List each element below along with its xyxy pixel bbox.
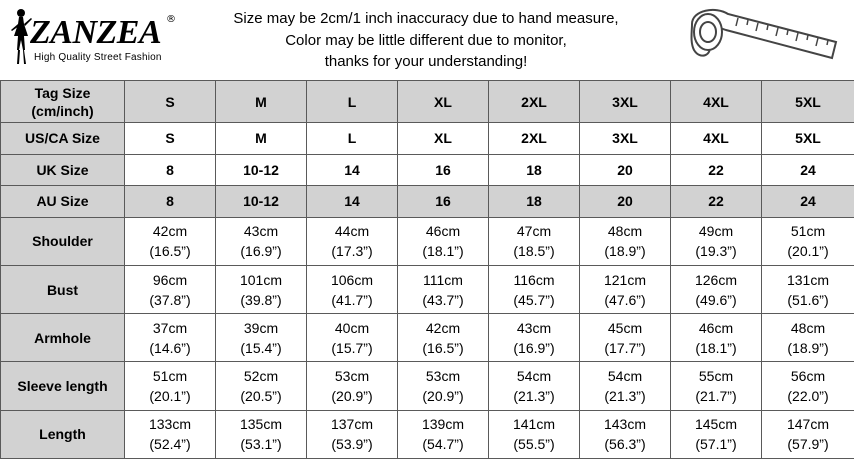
size-cell: 22 (671, 186, 762, 218)
brand-logo (4, 6, 174, 68)
measurement-cell (489, 265, 580, 313)
measurement-cell (216, 410, 307, 458)
inch-value: (21.3”) (489, 386, 579, 406)
registered-mark: ® (166, 14, 176, 25)
cm-value: 46cm (671, 318, 761, 338)
inch-value: (16.9”) (489, 338, 579, 358)
measurement-cell (398, 410, 489, 458)
inch-value: (21.7”) (671, 386, 761, 406)
inch-value: (16.5”) (125, 241, 215, 261)
measurement-cell (762, 314, 854, 362)
size-cell: 8 (125, 154, 216, 186)
row-label: Armhole (1, 314, 125, 362)
size-cell: S (125, 123, 216, 155)
size-cell: 2XL (489, 81, 580, 123)
size-cell: 22 (671, 154, 762, 186)
measurement-cell (398, 362, 489, 410)
size-cell: 2XL (489, 123, 580, 155)
measurement-cell (762, 362, 854, 410)
measurement-cell (671, 362, 762, 410)
size-cell: 5XL (762, 81, 854, 123)
page-header (0, 0, 854, 79)
measurement-cell (671, 314, 762, 362)
inch-value: (43.7”) (398, 290, 488, 310)
size-cell: 10-12 (216, 186, 307, 218)
cm-value: 37cm (125, 318, 215, 338)
inch-value: (17.7”) (580, 338, 670, 358)
cm-value: 48cm (580, 221, 670, 241)
measurement-row (1, 314, 854, 362)
measurement-cell (580, 410, 671, 458)
cm-value: 141cm (489, 414, 579, 434)
cm-value: 56cm (762, 366, 854, 386)
cm-value: 111cm (398, 270, 488, 290)
cm-value: 126cm (671, 270, 761, 290)
cm-value: 145cm (671, 414, 761, 434)
size-cell: M (216, 123, 307, 155)
size-cell: 16 (398, 154, 489, 186)
measurement-cell (216, 362, 307, 410)
cm-value: 55cm (671, 366, 761, 386)
measurement-cell (125, 314, 216, 362)
inch-value: (15.4”) (216, 338, 306, 358)
cm-value: 40cm (307, 318, 397, 338)
size-cell: 5XL (762, 123, 854, 155)
size-cell: 4XL (671, 123, 762, 155)
size-cell: 14 (307, 186, 398, 218)
cm-value: 139cm (398, 414, 488, 434)
size-cell: 24 (762, 186, 854, 218)
inch-value: (18.9”) (762, 338, 854, 358)
inch-value: (16.9”) (216, 241, 306, 261)
inch-value: (41.7”) (307, 290, 397, 310)
inch-value: (45.7”) (489, 290, 579, 310)
measurement-cell (125, 265, 216, 313)
row-label: UK Size (1, 154, 125, 186)
cm-value: 46cm (398, 221, 488, 241)
cm-value: 43cm (489, 318, 579, 338)
size-cell: 14 (307, 154, 398, 186)
cm-value: 44cm (307, 221, 397, 241)
inch-value: (57.9”) (762, 434, 854, 454)
measurement-cell (398, 314, 489, 362)
size-cell: M (216, 81, 307, 123)
size-row (1, 154, 854, 186)
cm-value: 43cm (216, 221, 306, 241)
cm-value: 42cm (125, 221, 215, 241)
inch-value: (19.3”) (671, 241, 761, 261)
cm-value: 51cm (762, 221, 854, 241)
measurement-cell (671, 410, 762, 458)
measurement-cell (216, 314, 307, 362)
measuring-tape-icon (686, 2, 846, 70)
row-label: Shoulder (1, 217, 125, 265)
cm-value: 96cm (125, 270, 215, 290)
size-cell: 20 (580, 154, 671, 186)
cm-value: 54cm (489, 366, 579, 386)
row-label: Length (1, 410, 125, 458)
measurement-cell (307, 265, 398, 313)
size-cell: 20 (580, 186, 671, 218)
inch-value: (56.3”) (580, 434, 670, 454)
size-cell: 4XL (671, 81, 762, 123)
inch-value: (18.5”) (489, 241, 579, 261)
measurement-rows (1, 217, 854, 458)
cm-value: 101cm (216, 270, 306, 290)
notice-line: Color may be little different due to monitor, (220, 30, 632, 52)
measurement-cell (125, 217, 216, 265)
inch-value: (20.1”) (762, 241, 854, 261)
size-cell: 18 (489, 186, 580, 218)
cm-value: 54cm (580, 366, 670, 386)
inch-value: (15.7”) (307, 338, 397, 358)
cm-value: 39cm (216, 318, 306, 338)
size-cell: XL (398, 123, 489, 155)
cm-value: 53cm (307, 366, 397, 386)
cm-value: 147cm (762, 414, 854, 434)
size-cell: L (307, 123, 398, 155)
inch-value: (53.1”) (216, 434, 306, 454)
inch-value: (18.1”) (398, 241, 488, 261)
cm-value: 106cm (307, 270, 397, 290)
size-cell: 16 (398, 186, 489, 218)
inch-value: (20.5”) (216, 386, 306, 406)
measurement-cell (125, 362, 216, 410)
cm-value: 131cm (762, 270, 854, 290)
row-label-line: (cm/inch) (1, 102, 124, 120)
measurement-cell (307, 217, 398, 265)
measurement-cell (671, 265, 762, 313)
measurement-cell (489, 410, 580, 458)
measurement-row (1, 410, 854, 458)
notice-line: Size may be 2cm/1 inch inaccuracy due to hand measure, (220, 8, 632, 30)
measurement-cell (307, 362, 398, 410)
measurement-cell (307, 410, 398, 458)
brand-tagline: High Quality Street Fashion (34, 52, 162, 63)
inch-value: (39.8”) (216, 290, 306, 310)
cm-value: 116cm (489, 270, 579, 290)
measurement-cell (580, 362, 671, 410)
measurement-cell (216, 217, 307, 265)
row-label: Bust (1, 265, 125, 313)
inch-value: (21.3”) (580, 386, 670, 406)
size-row (1, 81, 854, 123)
size-cell: 3XL (580, 123, 671, 155)
measurement-cell (762, 217, 854, 265)
cm-value: 137cm (307, 414, 397, 434)
size-cell: 3XL (580, 81, 671, 123)
notice-line: thanks for your understanding! (220, 51, 632, 73)
measurement-cell (398, 265, 489, 313)
size-cell: 8 (125, 186, 216, 218)
row-label: Sleeve length (1, 362, 125, 410)
size-chart-table (0, 80, 854, 459)
inch-value: (55.5”) (489, 434, 579, 454)
measurement-cell (489, 314, 580, 362)
measurement-row (1, 362, 854, 410)
measurement-cell (489, 217, 580, 265)
measurement-cell (580, 314, 671, 362)
row-label: US/CA Size (1, 123, 125, 155)
inch-value: (37.8”) (125, 290, 215, 310)
inch-value: (47.6”) (580, 290, 670, 310)
inch-value: (18.9”) (580, 241, 670, 261)
cm-value: 53cm (398, 366, 488, 386)
row-label (1, 81, 125, 123)
size-cell: 18 (489, 154, 580, 186)
cm-value: 133cm (125, 414, 215, 434)
inch-value: (52.4”) (125, 434, 215, 454)
inch-value: (54.7”) (398, 434, 488, 454)
measurement-cell (762, 265, 854, 313)
inch-value: (14.6”) (125, 338, 215, 358)
measurement-cell (398, 217, 489, 265)
measurement-cell (125, 410, 216, 458)
measurement-cell (489, 362, 580, 410)
inch-value: (53.9”) (307, 434, 397, 454)
row-label-line: Tag Size (1, 84, 124, 102)
brand-name: ZANZEA (30, 16, 161, 50)
cm-value: 45cm (580, 318, 670, 338)
size-row (1, 186, 854, 218)
inch-value: (49.6”) (671, 290, 761, 310)
cm-value: 143cm (580, 414, 670, 434)
measurement-cell (580, 265, 671, 313)
cm-value: 49cm (671, 221, 761, 241)
inch-value: (51.6”) (762, 290, 854, 310)
cm-value: 42cm (398, 318, 488, 338)
inch-value: (57.1”) (671, 434, 761, 454)
cm-value: 47cm (489, 221, 579, 241)
size-rows (1, 81, 854, 218)
measurement-notice (220, 8, 632, 73)
size-row (1, 123, 854, 155)
size-cell: L (307, 81, 398, 123)
measurement-row (1, 265, 854, 313)
size-cell: XL (398, 81, 489, 123)
cm-value: 135cm (216, 414, 306, 434)
measurement-cell (307, 314, 398, 362)
inch-value: (17.3”) (307, 241, 397, 261)
measurement-cell (580, 217, 671, 265)
cm-value: 48cm (762, 318, 854, 338)
measurement-cell (671, 217, 762, 265)
size-cell: S (125, 81, 216, 123)
measurement-cell (762, 410, 854, 458)
inch-value: (20.9”) (307, 386, 397, 406)
size-cell: 24 (762, 154, 854, 186)
measurement-row (1, 217, 854, 265)
inch-value: (22.0”) (762, 386, 854, 406)
cm-value: 51cm (125, 366, 215, 386)
row-label: AU Size (1, 186, 125, 218)
cm-value: 52cm (216, 366, 306, 386)
inch-value: (16.5”) (398, 338, 488, 358)
inch-value: (18.1”) (671, 338, 761, 358)
inch-value: (20.9”) (398, 386, 488, 406)
size-cell: 10-12 (216, 154, 307, 186)
cm-value: 121cm (580, 270, 670, 290)
inch-value: (20.1”) (125, 386, 215, 406)
measurement-cell (216, 265, 307, 313)
